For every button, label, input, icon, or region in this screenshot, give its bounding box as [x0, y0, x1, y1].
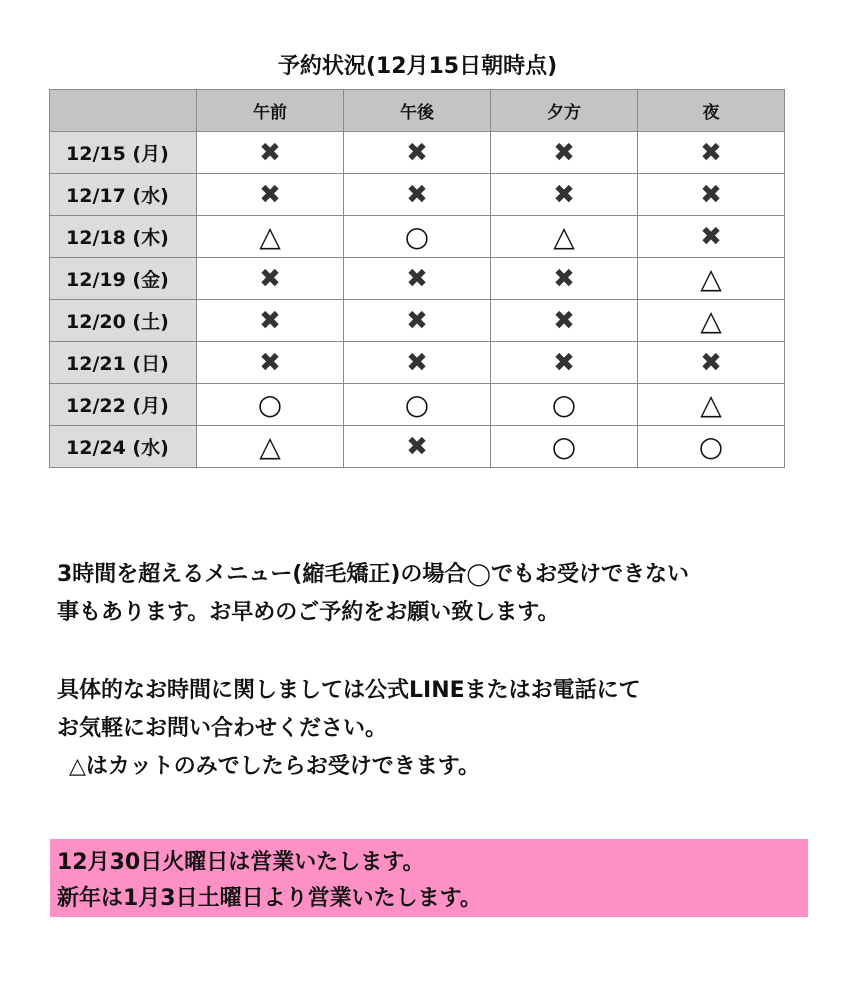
page-title: 予約状況(12月15日朝時点) [277, 54, 558, 79]
slot-cell [197, 132, 344, 174]
slot-full: ✖ [553, 305, 575, 336]
slot-cell [197, 258, 344, 300]
slot-limited: △ [700, 261, 722, 295]
slot-cell [344, 216, 491, 258]
slot-cell [638, 258, 785, 300]
slot-full: ✖ [700, 137, 722, 168]
reservation-table [49, 89, 785, 468]
table-row [50, 300, 785, 342]
table-row [50, 342, 785, 384]
row-date-label: 12/22 (月) [50, 384, 197, 426]
notes-booking [57, 556, 689, 632]
slot-cell [638, 426, 785, 468]
slot-cell [638, 216, 785, 258]
note-line: 事もあります。お早めのご予約をお願い致します。 [57, 600, 560, 625]
slot-cell [197, 300, 344, 342]
slot-full: ✖ [406, 305, 428, 336]
table-header-row [50, 90, 785, 132]
slot-cell [638, 300, 785, 342]
slot-cell [491, 258, 638, 300]
slot-available: ○ [698, 429, 724, 463]
slot-full: ✖ [259, 263, 281, 294]
slot-available: ○ [404, 387, 430, 421]
slot-full: ✖ [259, 137, 281, 168]
slot-full: ✖ [406, 263, 428, 294]
slot-cell [197, 426, 344, 468]
table-row [50, 174, 785, 216]
slot-full: ✖ [259, 179, 281, 210]
slot-cell [344, 132, 491, 174]
slot-cell [491, 426, 638, 468]
slot-cell [491, 216, 638, 258]
slot-available: ○ [257, 387, 283, 421]
slot-full: ✖ [700, 179, 722, 210]
slot-full: ✖ [700, 347, 722, 378]
slot-full: ✖ [553, 347, 575, 378]
slot-cell [638, 342, 785, 384]
slot-cell [638, 132, 785, 174]
slot-cell [344, 342, 491, 384]
slot-available: ○ [551, 429, 577, 463]
slot-full: ✖ [406, 431, 428, 462]
slot-cell [344, 174, 491, 216]
column-header-afternoon: 午後 [344, 90, 491, 132]
slot-full: ✖ [259, 305, 281, 336]
row-date-label: 12/24 (水) [50, 426, 197, 468]
banner-line: 新年は1月3日土曜日より営業いたします。 [57, 886, 482, 911]
slot-full: ✖ [553, 137, 575, 168]
slot-cell [491, 384, 638, 426]
slot-full: ✖ [700, 221, 722, 252]
slot-cell [491, 174, 638, 216]
slot-cell [197, 342, 344, 384]
table-row [50, 258, 785, 300]
slot-cell [344, 258, 491, 300]
note-line: 具体的なお時間に関しましては公式LINEまたはお電話にて [57, 678, 641, 703]
slot-cell [491, 342, 638, 384]
row-date-label: 12/17 (水) [50, 174, 197, 216]
row-date-label: 12/18 (木) [50, 216, 197, 258]
slot-cell [638, 174, 785, 216]
slot-available: ○ [551, 387, 577, 421]
table-row [50, 216, 785, 258]
slot-cell [197, 174, 344, 216]
slot-limited: △ [259, 429, 281, 463]
column-header-empty [50, 90, 197, 132]
column-header-morning: 午前 [197, 90, 344, 132]
slot-cell [491, 300, 638, 342]
slot-full: ✖ [553, 179, 575, 210]
holiday-banner [50, 839, 808, 917]
slot-limited: △ [700, 303, 722, 337]
slot-cell [491, 132, 638, 174]
slot-cell [344, 300, 491, 342]
table-row [50, 384, 785, 426]
row-date-label: 12/21 (日) [50, 342, 197, 384]
table-row [50, 132, 785, 174]
slot-cell [197, 216, 344, 258]
row-date-label: 12/20 (土) [50, 300, 197, 342]
banner-line: 12月30日火曜日は営業いたします。 [57, 850, 425, 875]
note-line: お気軽にお問い合わせください。 [57, 716, 388, 741]
slot-cell [344, 426, 491, 468]
note-line: 3時間を超えるメニュー(縮毛矯正)の場合◯でもお受けできない [57, 562, 690, 587]
slot-full: ✖ [406, 179, 428, 210]
slot-full: ✖ [406, 137, 428, 168]
slot-limited: △ [700, 387, 722, 421]
slot-full: ✖ [406, 347, 428, 378]
column-header-evening: 夕方 [491, 90, 638, 132]
column-header-night: 夜 [638, 90, 785, 132]
table-row [50, 426, 785, 468]
slot-cell [197, 384, 344, 426]
note-line: △はカットのみでしたらお受けできます。 [69, 754, 480, 779]
row-date-label: 12/15 (月) [50, 132, 197, 174]
slot-full: ✖ [259, 347, 281, 378]
row-date-label: 12/19 (金) [50, 258, 197, 300]
slot-limited: △ [259, 219, 281, 253]
slot-cell [638, 384, 785, 426]
slot-full: ✖ [553, 263, 575, 294]
slot-limited: △ [553, 219, 575, 253]
notes-contact [57, 672, 641, 786]
slot-cell [344, 384, 491, 426]
slot-available: ○ [404, 219, 430, 253]
